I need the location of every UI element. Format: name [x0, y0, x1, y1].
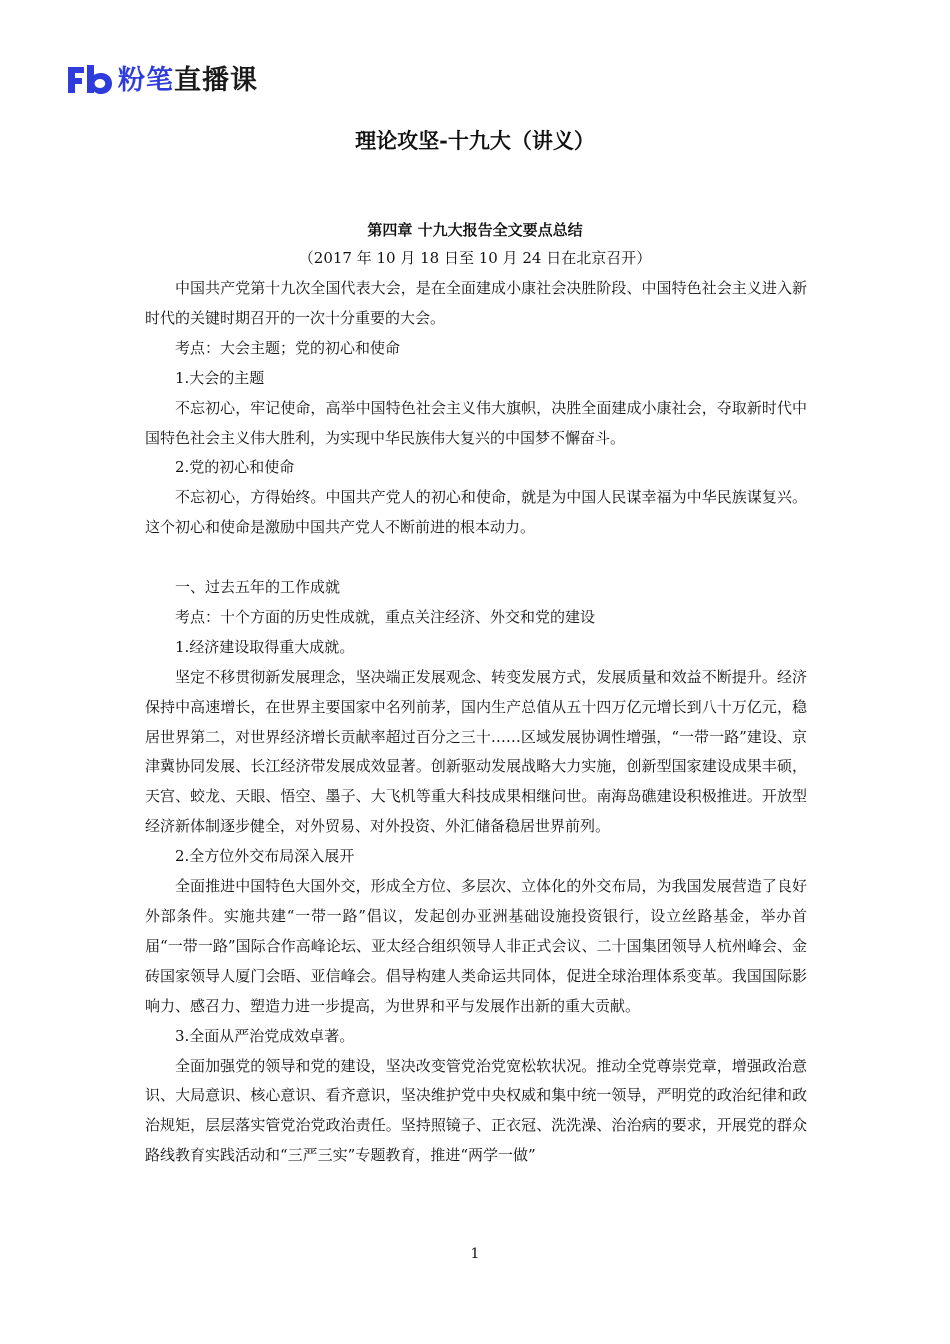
logo-brand-text: 粉笔 — [118, 64, 174, 96]
page-number: 1 — [470, 1246, 480, 1262]
document-body — [145, 274, 807, 1171]
section-heading: 2.全方位外交布局深入展开 — [175, 847, 355, 866]
brand-logo — [66, 60, 258, 100]
spacer — [145, 543, 807, 573]
exam-point: 考点：大会主题；党的初心和使命 — [175, 338, 401, 357]
fb-logo-icon — [66, 63, 114, 97]
logo-sub-text: 直播课 — [174, 64, 258, 96]
paragraph: 全面加强党的领导和党的建设，坚决改变管党治党宽松软状况。推动全党尊崇党章，增强政治意识、大局意识、核心意识、看齐意识，坚决维护党中央权威和集中统一领导，严明党的政治纪律和政治规矩，层层落实管党治党政治责任。坚持照镜子、正衣冠、洗洗澡、治治病的要求，开展党的群众路线教育实践活动和“三严三实”专题教育，推进“两学一做” — [145, 1056, 807, 1165]
chapter-subtitle: （2017 年 10 月 18 日至 10 月 24 日在北京召开） — [298, 249, 652, 267]
section-heading: 一、过去五年的工作成就 — [175, 578, 341, 597]
document-title: 理论攻坚-十九大（讲义） — [355, 128, 595, 153]
chapter-title: 第四章 十九大报告全文要点总结 — [367, 221, 583, 239]
paragraph: 坚定不移贯彻新发展理念，坚决端正发展观念、转变发展方式，发展质量和效益不断提升。经济保持中高速增长，在世界主要国家中名列前茅，国内生产总值从五十四万亿元增长到八十万亿元，稳居世界第二，对世界经济增长贡献率超过百分之三十……区域发展协调性增强，“一带一路”建设、京津冀协同发展、长江经济带发展成效显著。创新驱动发展战略大力实施，创新型国家建设成果丰硕，天宫、蛟龙、天眼、悟空、墨子、大飞机等重大科技成果相继问世。南海岛礁建设积极推进。开放型经济新体制逐步健全，对外贸易、对外投资、外汇储备稳居世界前列。 — [145, 667, 807, 836]
paragraph: 不忘初心，牢记使命，高举中国特色社会主义伟大旗帜，决胜全面建成小康社会，夺取新时代中国特色社会主义伟大胜利，为实现中华民族伟大复兴的中国梦不懈奋斗。 — [145, 398, 807, 447]
section-heading: 2.党的初心和使命 — [175, 458, 295, 477]
section-heading: 3.全面从严治党成效卓著。 — [175, 1026, 355, 1045]
paragraph: 不忘初心，方得始终。中国共产党人的初心和使命，就是为中国人民谋幸福为中华民族谋复兴。这个初心和使命是激励中国共产党人不断前进的根本动力。 — [145, 488, 807, 537]
section-heading: 1.经济建设取得重大成就。 — [175, 637, 355, 656]
paragraph: 中国共产党第十九次全国代表大会，是在全面建成小康社会决胜阶段、中国特色社会主义进入新时代的关键时期召开的一次十分重要的大会。 — [145, 279, 807, 327]
section-heading: 1.大会的主题 — [175, 368, 265, 387]
exam-point: 考点：十个方面的历史性成就，重点关注经济、外交和党的建设 — [175, 607, 596, 626]
logo-wordmark — [118, 64, 258, 96]
paragraph: 全面推进中国特色大国外交，形成全方位、多层次、立体化的外交布局，为我国发展营造了良好外部条件。实施共建“一带一路”倡议，发起创办亚洲基础设施投资银行，设立丝路基金，举办首届“一带一路”国际合作高峰论坛、亚太经合组织领导人非正式会议、二十国集团领导人杭州峰会、金砖国家领导人厦门会晤、亚信峰会。倡导构建人类命运共同体，促进全球治理体系变革。我国国际影响力、感召力、塑造力进一步提高，为世界和平与发展作出新的重大贡献。 — [145, 877, 807, 1015]
